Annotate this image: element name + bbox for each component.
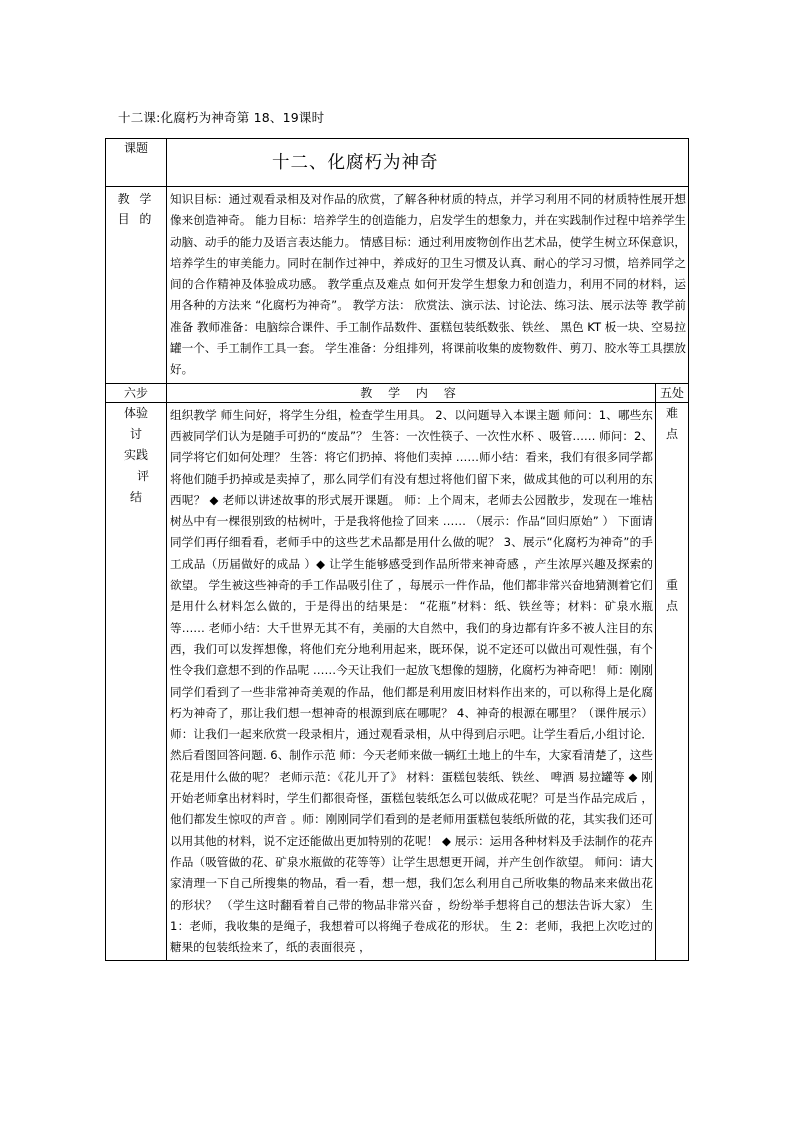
points-char: 重 <box>665 577 678 592</box>
spacer <box>656 445 688 575</box>
goals-label-text: 教 学 目 的 <box>117 192 155 226</box>
activity-line: 体验 <box>123 405 148 420</box>
goals-text: 知识目标：通过观看录相及对作品的欣赏，了解各种材质的特点，并学习利用不同的材质特性展开想像来创造神奇。 能力目标：培养学生的创造能力，启发学生的想象力，并在实践制作过程中培养学生动脑、动手的能力及语言表达能力。 情感目标：通过利用废物创作出艺术品，使学生树立环保意识，培养学生的审美能力。同时在制作过神中，养成好的卫生习惯及认真、耐心的学习习惯，培养同学之间的合作精神及体验成功感。 教学重点及难点 如何开发学生想象力和创造力，利用不同的材料，运用各种的方法来 “化腐朽为神奇”。 教学方法： 欣赏法、演示法、讨论法、练习法、展示法等 教学前准备 教师准备：电脑综合课件、手工制作品数件、蛋糕包装纸数张、铁丝、 黑色 KT 板一块、空易拉罐一个、手工制作工具一套。 学生准备：分组排列，将课前收集的废物数件、剪刀、胶水等工具摆放好。 <box>167 187 689 384</box>
points-char: 点 <box>665 426 678 441</box>
points-char: 点 <box>665 598 678 613</box>
table-header-row <box>106 383 689 402</box>
activity-label <box>106 402 167 961</box>
table-row <box>106 187 689 384</box>
points-column <box>656 402 689 961</box>
content-text: 组织教学 师生问好，将学生分组，检查学生用具。 2、以问题导入本课主题 师问：1、哪些东西被同学们认为是随手可扔的“废品”？ 生答：一次性筷子、一次性水杯 、吸管…… 师问：2、同学将它们如何处理？ 生答：将它们扔掉、将他们卖掉 ……师小结：看来，我们有很多同学都将他们随手扔掉或是卖掉了，那么同学们有没有想过将他们留下来，做成其他的可以利用的东西呢？ ◆ 老师以讲述故事的形式展开课题。 师：上个周末，老师去公园散步，发现在一堆枯树丛中有一棵很别致的枯树叶，于是我将他捡了回来 …… （展示：作品“回归原始” ） 下面请同学们再仔细看看，老师手中的这些艺术品都是用什么做的呢？ 3、展示“化腐朽为神奇”的手工成品（历届做好的成品 ）◆ 让学生能够感受到作品所带来神奇感 ，产生浓厚兴趣及探索的欲望。 学生被这些神奇的手工作品吸引住了 ，每展示一件作品，他们都非常兴奋地猜测着它们是用什么材料怎么做的，于是得出的结果是： “花瓶”材料：纸、铁丝等；材料：矿泉水瓶等…… 老师小结：大千世界无其不有，美丽的大自然中，我们的身边都有许多不被人注目的东西，我们可以发挥想像，将他们充分地利用起来，既环保，说不定还可以做出可观性强，有个性令我们意想不到的作品呢 ……今天让我们一起放飞想像的翅膀，化腐朽为神奇吧！ 师：刚刚同学们看到了一些非常神奇美观的作品，他们都是利用废旧材料作出来的，可以称得上是化腐朽为神奇了，那让我们想一想神奇的根源到底在哪呢？ 4、神奇的根源在哪里？（课件展示） 师：让我们一起来欣赏一段录相片，通过观看录相，从中得到启示吧。让学生看后,小组讨论．然后看图回答问题. 6、制作示范 师：今天老师来做一辆红土地上的牛车，大家看清楚了，这些花是用什么做的呢？ 老师示范：《花儿开了》 材料：蛋糕包装纸、铁丝、 啤酒 易拉罐等 ◆ 刚开始老师拿出材料时，学生们都很奇怪，蛋糕包装纸怎么可以做成花呢？可是当作品完成后 ，他们都发生惊叹的声音 。师：刚刚同学们看到的是老师用蛋糕包装纸所做的花，其实我们还可以用其他的材料，说不定还能做出更加特别的花呢！ ◆ 展示：运用各种材料及手法制作的花卉作品（吸管做的花、矿泉水瓶做的花等等）让学生思想更开阔，并产生创作欲望。 师问：请大家清理一下自己所搜集的物品，看一看，想一想，我们怎么利用自己所收集的物品来来做出花的形状？ （学生这时翻看着自己带的物品非常兴奋 ，纷纷举手想将自己的想法告诉大家） 生 1：老师，我收集的是绳子，我想着可以将绳子卷成花的形状。 生 2：老师，我把上次吃过的糖果的包装纸捡来了，纸的表面很亮 ， <box>167 402 656 961</box>
points-key <box>656 575 688 617</box>
points-char: 难 <box>665 405 678 420</box>
lesson-plan-table <box>105 138 689 961</box>
column-header-content <box>167 383 656 402</box>
column-header-steps: 六步 <box>106 383 167 402</box>
table-row <box>106 139 689 187</box>
column-header-points: 五处 <box>656 383 689 402</box>
activity-line: 评 <box>136 468 149 483</box>
document-heading: 十二课:化腐朽为神奇第 18、19课时 <box>118 110 325 125</box>
lesson-title: 十二、化腐朽为神奇 <box>167 139 689 187</box>
column-header-content-text: 教 学 内 容 <box>360 385 462 400</box>
points-difficult <box>656 403 688 445</box>
table-row <box>106 402 689 961</box>
topic-label: 课题 <box>106 139 167 187</box>
goals-label <box>106 187 167 384</box>
activity-line: 结 <box>129 489 142 504</box>
activity-line: 实践 <box>123 447 148 462</box>
activity-line: 讨 <box>129 426 142 441</box>
